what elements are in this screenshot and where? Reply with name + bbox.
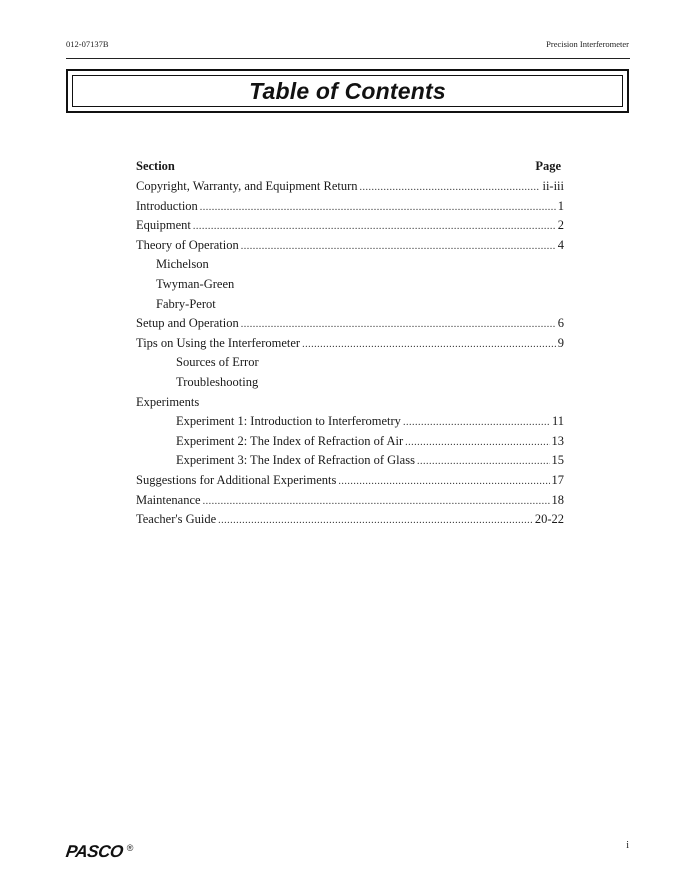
- toc-entry: [136, 412, 564, 432]
- toc-entry: [136, 393, 564, 413]
- page-title: Table of Contents: [249, 77, 446, 104]
- toc-entry-page: ii-iii: [542, 179, 564, 193]
- toc-entry: [136, 510, 564, 530]
- toc-entry: [136, 373, 564, 393]
- section-column-heading: Section: [136, 159, 175, 173]
- toc-entry-page: 20-22: [534, 512, 564, 527]
- toc-entry: [136, 236, 564, 256]
- logo-wordmark: PASCO: [64, 842, 125, 861]
- toc-entry-label: Suggestions for Additional Experiments: [136, 472, 337, 487]
- toc-entry-page: 4: [557, 237, 564, 252]
- toc-entry-page: 17: [551, 472, 564, 487]
- toc-entry-page: 1: [557, 198, 564, 213]
- toc-entry-page: 11: [551, 414, 564, 429]
- dot-leader: [218, 510, 533, 531]
- toc-entry: [136, 471, 564, 491]
- title-frame: [66, 69, 629, 113]
- toc-entry-page: 13: [551, 433, 564, 448]
- toc-entry-page: 15: [551, 453, 564, 468]
- toc-entry: [136, 353, 564, 373]
- toc-entry-page: 2: [557, 218, 564, 233]
- toc-entry-label: Equipment: [136, 218, 191, 233]
- toc-entry-label: Theory of Operation: [136, 237, 239, 252]
- toc-entry-label: Twyman-Green: [156, 276, 235, 291]
- toc-entry-label: Experiment 3: The Index of Refraction of Glass: [176, 453, 415, 468]
- toc-entry: [136, 295, 564, 315]
- table-of-contents: [136, 155, 564, 530]
- toc-entry-label: Maintenance: [136, 492, 201, 507]
- toc-entry-label: Copyright, Warranty, and Equipment Return: [136, 179, 358, 193]
- toc-entry: [136, 197, 564, 217]
- document-title: Precision Interferometer: [546, 39, 629, 49]
- toc-entry: [136, 491, 564, 511]
- dot-leader: [203, 491, 550, 512]
- toc-entry-page: 9: [557, 335, 564, 350]
- toc-entry-label: Experiment 1: Introduction to Interferometry: [176, 414, 401, 429]
- toc-entry: [136, 216, 564, 236]
- toc-entry-label: Experiments: [136, 394, 200, 409]
- toc-entry: [136, 314, 564, 334]
- dot-leader: [405, 432, 549, 453]
- toc-entry-label: Tips on Using the Interferometer: [136, 335, 301, 350]
- registered-mark: ®: [126, 843, 134, 853]
- toc-entry: [136, 432, 564, 452]
- toc-entry-label: Introduction: [136, 198, 198, 213]
- dot-leader: [403, 412, 550, 433]
- toc-entry-label: Teacher's Guide: [136, 512, 217, 527]
- page-number: i: [626, 840, 629, 851]
- dot-leader: [193, 216, 556, 237]
- toc-entry: [136, 451, 564, 471]
- dot-leader: [360, 177, 541, 198]
- dot-leader: [200, 197, 556, 218]
- dot-leader: [338, 471, 549, 492]
- dot-leader: [302, 334, 556, 355]
- dot-leader: [417, 451, 550, 472]
- document-number: 012-07137B: [66, 39, 109, 49]
- header-divider: [66, 58, 630, 59]
- page-column-heading: Page: [535, 159, 561, 173]
- toc-entry-page: 18: [551, 492, 564, 507]
- dot-leader: [241, 236, 556, 257]
- toc-entry-label: Michelson: [156, 257, 209, 272]
- toc-entry-label: Fabry-Perot: [156, 296, 216, 311]
- toc-header: [136, 155, 564, 177]
- toc-entry-label: Setup and Operation: [136, 316, 239, 331]
- toc-entry-label: Troubleshooting: [176, 374, 259, 389]
- toc-entry: [136, 334, 564, 354]
- toc-entry: [136, 255, 564, 275]
- dot-leader: [241, 314, 556, 335]
- toc-entry-page: 6: [557, 316, 564, 331]
- toc-entry-label: Sources of Error: [176, 355, 259, 370]
- toc-entries: [136, 177, 564, 530]
- toc-entry: [136, 275, 564, 295]
- pasco-logo: [66, 842, 133, 862]
- toc-entry: [136, 177, 564, 197]
- title-inner-frame: [72, 75, 623, 107]
- toc-entry-label: Experiment 2: The Index of Refraction of Air: [176, 433, 404, 448]
